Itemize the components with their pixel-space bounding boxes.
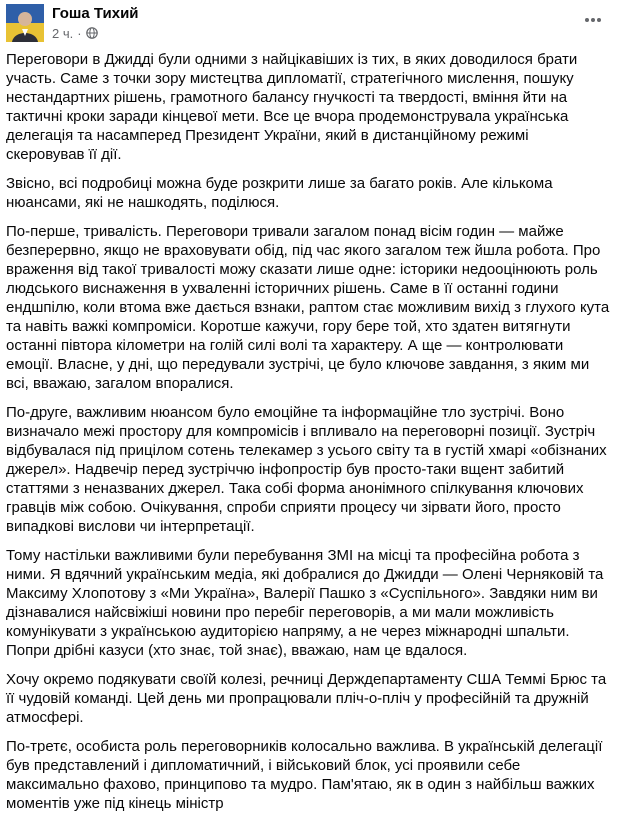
avatar-image xyxy=(6,4,44,42)
post-paragraph: Переговори в Джидді були одними з найцікавіших із тих, в яких доводилося брати участь. Саме з точки зору мистецтва дипломатії, стратегічного мислення, пошуку нестандартних рішень, грамотного балансу гнучкості та твердості, вміння йти на тактичні кроки заради кінцевої мети. Все це вчора продемонструвала українська делегація та насамперед Президент України, який в дистанційному режимі скеровував її дії. xyxy=(6,51,578,163)
post-paragraph: Хочу окремо подякувати своїй колезі, речниці Держдепартаменту США Теммі Брюс та її чудовій команді. Цей день ми пропрацювали пліч-о-пліч у професійній та дружній атмосфері. xyxy=(6,671,607,726)
globe-icon[interactable] xyxy=(86,27,98,39)
post-paragraph: Тому настільки важливими були перебування ЗМІ на місці та професійна робота з ними. Я вдячний українським медіа, які добралися до Джидди — Олені Черняковій та Максиму Хлопотову з «Ми Україна», Валерії Пашко з «Суспільного». Завдяки ним ви дізнавалися найсвіжіші новини про перебіг переговорів, а ми мали можливість комунікувати з українською аудиторією напряму, а не через міжнародні шпальти. Попри дрібні казуси (хто знає, той знає), вважаю, нам це вдалося. xyxy=(6,547,604,659)
author-name[interactable]: Гоша Тихий xyxy=(52,5,139,22)
avatar[interactable] xyxy=(6,4,44,42)
post-paragraph: Звісно, всі подробиці можна буде розкрити лише за багато років. Але кількома нюансами, які не нашкодять, поділюся. xyxy=(6,175,553,211)
post-paragraph: По-третє, особиста роль переговорників колосально важлива. В українській делегації був представлений і дипломатичний, і військовий блок, усі проявили себе максимально фахово, принципово та мудро. Пам'ятаю, як в один з найбільш важких моментів уже під кінець міністр xyxy=(6,738,603,812)
meta-separator: · xyxy=(77,25,82,41)
post-header xyxy=(0,0,617,50)
post-paragraph: По-перше, тривалість. Переговори тривали загалом понад вісім годин — майже безперервно, якщо не враховувати обід, під час якого загалом теж йшла робота. Про враження від такої тривалості можу сказати лише одне: історики недооцінюють роль людського виснаження в ухваленні історичних рішень. Саме в її останні години ендшпілю, коли втома вже дається взнаки, раптом стає можливим вихід з глухого кута та навіть важкі компроміси. Коротше кажучи, гору бере той, хто здатен витягнути останні півтора кілометри на голій силі волі та характеру. А ще — контролювати емоції. Власне, у дні, що передували зустрічі, це було ключове завдання, з яким ми всі, вважаю, загалом впоралися. xyxy=(6,223,610,392)
post-body xyxy=(6,50,610,823)
post-paragraph: По-друге, важливим нюансом було емоційне та інформаційне тло зустрічі. Воно визначало межі простору для компромісів і впливало на переговорні позиції. Зустріч відбувалася під прицілом сотень телекамер з усього світу та в густій хмарі «обізнаних джерел». Надвечір перед зустріччю інфопростір був просто-таки вщент забитий статтями з неназваних джерел. Така собі форма анонімного спілкування ключових гравців між собою. Очікування, спроби сприяти процесу чи зірвати його, просто випадкові вислови чи інтерпретації. xyxy=(6,404,607,535)
more-horizontal-icon xyxy=(584,17,602,23)
more-options-button[interactable] xyxy=(581,8,605,32)
post-time[interactable]: 2 ч. xyxy=(52,25,74,41)
post-meta xyxy=(52,25,98,41)
